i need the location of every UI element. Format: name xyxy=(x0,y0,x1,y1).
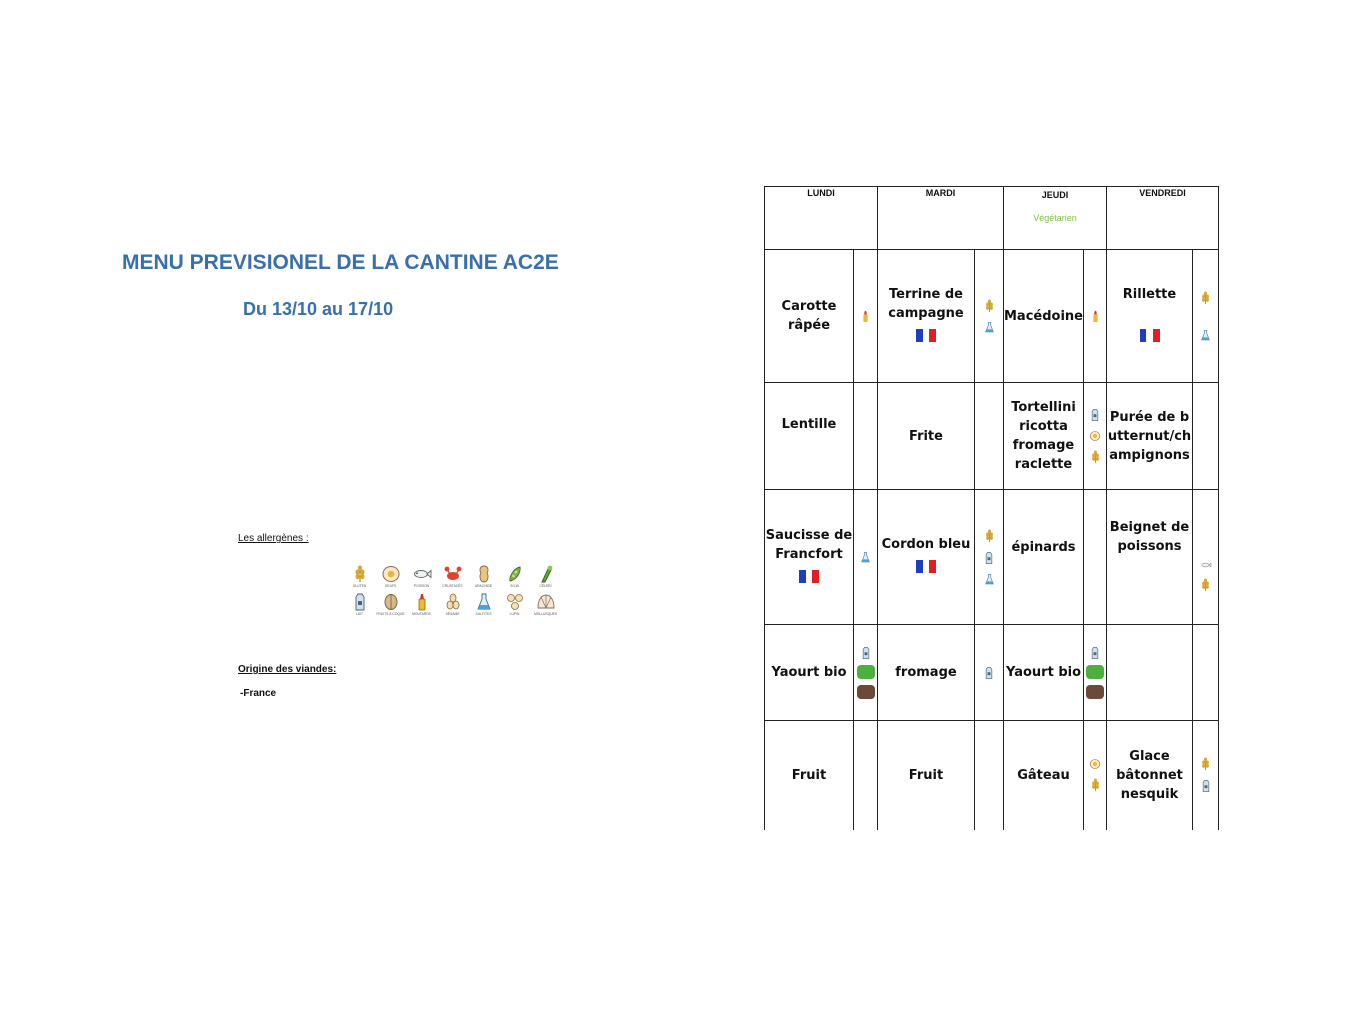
dish-cell xyxy=(1004,721,1084,830)
date-range: Du 13/10 au 17/10 xyxy=(243,299,394,319)
french-flag-icon xyxy=(799,570,819,583)
dish-name: Yaourt bio xyxy=(771,665,847,680)
milk-icon xyxy=(353,593,367,611)
day-header-tuesday: MARDI xyxy=(878,187,1004,250)
egg-icon xyxy=(1089,430,1101,442)
allergen-moutarde: MOUTARDE xyxy=(406,593,437,616)
dish-name: Rillette xyxy=(1122,286,1177,302)
dish-cell xyxy=(765,721,854,830)
allergen-oeufs: OEUFS xyxy=(375,565,406,588)
french-flag-icon xyxy=(916,560,936,573)
dish-cell xyxy=(1107,383,1193,490)
egg-icon xyxy=(381,565,401,583)
day-header-friday: VENDREDI xyxy=(1107,187,1219,250)
allergen-cell xyxy=(854,250,878,383)
allergen-cell xyxy=(1193,250,1219,383)
wheat-icon xyxy=(1201,291,1210,305)
dish-name: Beignet de poissons xyxy=(1109,520,1190,554)
page-title: MENU PREVISIONEL DE LA CANTINE AC2E xyxy=(122,251,559,274)
dish-cell xyxy=(765,625,854,721)
wheat-icon xyxy=(354,565,366,583)
allergen-cell xyxy=(1084,721,1107,830)
wheat-icon xyxy=(985,529,994,543)
allergen-cell xyxy=(975,383,1004,490)
dish-cell xyxy=(878,490,975,625)
milk-icon xyxy=(1090,646,1100,660)
allergen-cell xyxy=(1084,490,1107,625)
dish-name: Gâteau xyxy=(1017,767,1070,783)
quality-label-icon xyxy=(1085,684,1105,700)
allergen-crustaces: CRUSTACÉS xyxy=(437,565,468,588)
allergen-cell xyxy=(1084,250,1107,383)
allergen-cell xyxy=(854,383,878,490)
dish-cell xyxy=(1004,490,1084,625)
side-row xyxy=(765,383,1219,490)
dish-name: Saucisse de Francfort xyxy=(765,527,853,562)
mustard-icon xyxy=(1092,310,1099,323)
dish-name: Cordon bleu xyxy=(881,537,971,552)
dish-cell xyxy=(1004,625,1084,721)
wheat-icon xyxy=(1201,757,1210,771)
fish-icon xyxy=(412,565,432,583)
allergen-mollusques: MOLLUSQUES xyxy=(530,593,561,616)
sulfite-icon xyxy=(985,573,994,586)
milk-icon xyxy=(1090,408,1100,422)
allergen-fruits-a-coque: FRUITS À COQUE xyxy=(375,593,406,616)
dish-cell xyxy=(1107,721,1193,830)
peanut-icon xyxy=(477,565,491,583)
allergen-soja: SOJA xyxy=(499,565,530,588)
dish-name: Fruit xyxy=(791,767,827,783)
dish-cell xyxy=(878,625,975,721)
allergen-cell xyxy=(1193,625,1219,721)
milk-icon xyxy=(861,646,871,660)
meat-origin-value: -France xyxy=(240,688,277,699)
dish-name: Tortellini ricotta fromage raclette xyxy=(1011,400,1076,472)
allergen-poisson: POISSON xyxy=(406,565,437,588)
dish-cell xyxy=(1004,250,1084,383)
allergen-cell xyxy=(975,250,1004,383)
mustard-icon xyxy=(862,310,869,323)
wheat-icon xyxy=(1201,578,1210,592)
allergen-cell xyxy=(1193,383,1219,490)
allergen-row-2 xyxy=(344,593,564,621)
wheat-icon xyxy=(1091,778,1100,792)
dish-name: Fruit xyxy=(908,767,944,783)
french-flag-icon xyxy=(1140,329,1160,342)
day-header-row xyxy=(765,187,1219,250)
dish-name: Purée de butternut/champignons xyxy=(1107,409,1192,463)
allergen-cell xyxy=(1084,383,1107,490)
egg-icon xyxy=(1089,758,1101,770)
allergen-cell xyxy=(1193,721,1219,830)
french-flag-icon xyxy=(916,329,936,342)
dish-cell xyxy=(765,250,854,383)
soy-icon xyxy=(507,565,523,583)
allergen-cell xyxy=(1193,490,1219,625)
allergen-cell xyxy=(854,625,878,721)
allergen-cell xyxy=(975,625,1004,721)
sulfite-icon xyxy=(1201,329,1210,342)
dairy-row xyxy=(765,625,1219,721)
milk-icon xyxy=(984,551,994,565)
allergen-celeri: CÉLERI xyxy=(530,565,561,588)
nut-icon xyxy=(383,593,399,611)
allergen-sulfites: SULFITES xyxy=(468,593,499,616)
main-row xyxy=(765,490,1219,625)
dish-cell xyxy=(878,721,975,830)
dish-cell xyxy=(1107,625,1193,721)
sulfite-icon xyxy=(477,593,491,611)
allergen-lupin: LUPIN xyxy=(499,593,530,616)
crab-icon xyxy=(443,565,463,583)
allergen-row-1 xyxy=(344,565,564,593)
allergen-cell xyxy=(1084,625,1107,721)
dish-cell xyxy=(1107,250,1193,383)
sesame-icon xyxy=(444,593,462,611)
dish-name: Carotte râpée xyxy=(781,299,837,333)
mustard-icon xyxy=(417,593,427,611)
dish-cell xyxy=(1004,383,1084,490)
celery-icon xyxy=(538,565,554,583)
dish-name: Yaourt bio xyxy=(1005,665,1082,680)
dish-name: Terrine de campagne xyxy=(888,286,964,321)
lupin-icon xyxy=(506,593,524,611)
sulfite-icon xyxy=(861,551,870,564)
allergen-cell xyxy=(854,721,878,830)
allergen-lait: LAIT xyxy=(344,593,375,616)
organic-label-icon xyxy=(856,664,876,680)
vegetarian-note: Végétarien xyxy=(1033,213,1077,223)
allergen-sesame: SÉSAME xyxy=(437,593,468,616)
dish-name: Glace bâtonnet nesquik xyxy=(1116,748,1183,802)
dish-cell xyxy=(1107,490,1193,625)
dish-cell xyxy=(765,383,854,490)
allergen-gluten: GLUTEN xyxy=(344,565,375,588)
day-header-monday: LUNDI xyxy=(765,187,878,250)
dish-cell xyxy=(878,250,975,383)
fish-icon xyxy=(1199,560,1213,570)
meat-origin-heading: Origine des viandes: xyxy=(238,664,337,675)
dish-name: épinards xyxy=(1011,539,1076,555)
allergen-cell xyxy=(975,490,1004,625)
quality-label-icon xyxy=(856,684,876,700)
allergen-legend xyxy=(344,565,564,621)
dish-name: Frite xyxy=(909,428,943,444)
menu-table xyxy=(764,186,1219,830)
allergen-heading: Les allergènes : xyxy=(238,533,309,544)
sulfite-icon xyxy=(985,321,994,334)
organic-label-icon xyxy=(1085,664,1105,680)
dessert-row xyxy=(765,721,1219,830)
milk-icon xyxy=(984,666,994,680)
allergen-arachide: ARACHIDE xyxy=(468,565,499,588)
milk-icon xyxy=(1201,779,1211,793)
dish-name: Macédoine xyxy=(1004,308,1083,324)
dish-name: fromage xyxy=(895,665,957,680)
dish-name: Lentille xyxy=(781,416,837,432)
dish-cell xyxy=(765,490,854,625)
allergen-cell xyxy=(854,490,878,625)
allergen-cell xyxy=(975,721,1004,830)
wheat-icon xyxy=(1091,450,1100,464)
day-header-thursday: JEUDI Végétarien xyxy=(1004,187,1107,250)
starter-row xyxy=(765,250,1219,383)
wheat-icon xyxy=(985,299,994,313)
shell-icon xyxy=(536,593,556,611)
dish-cell xyxy=(878,383,975,490)
